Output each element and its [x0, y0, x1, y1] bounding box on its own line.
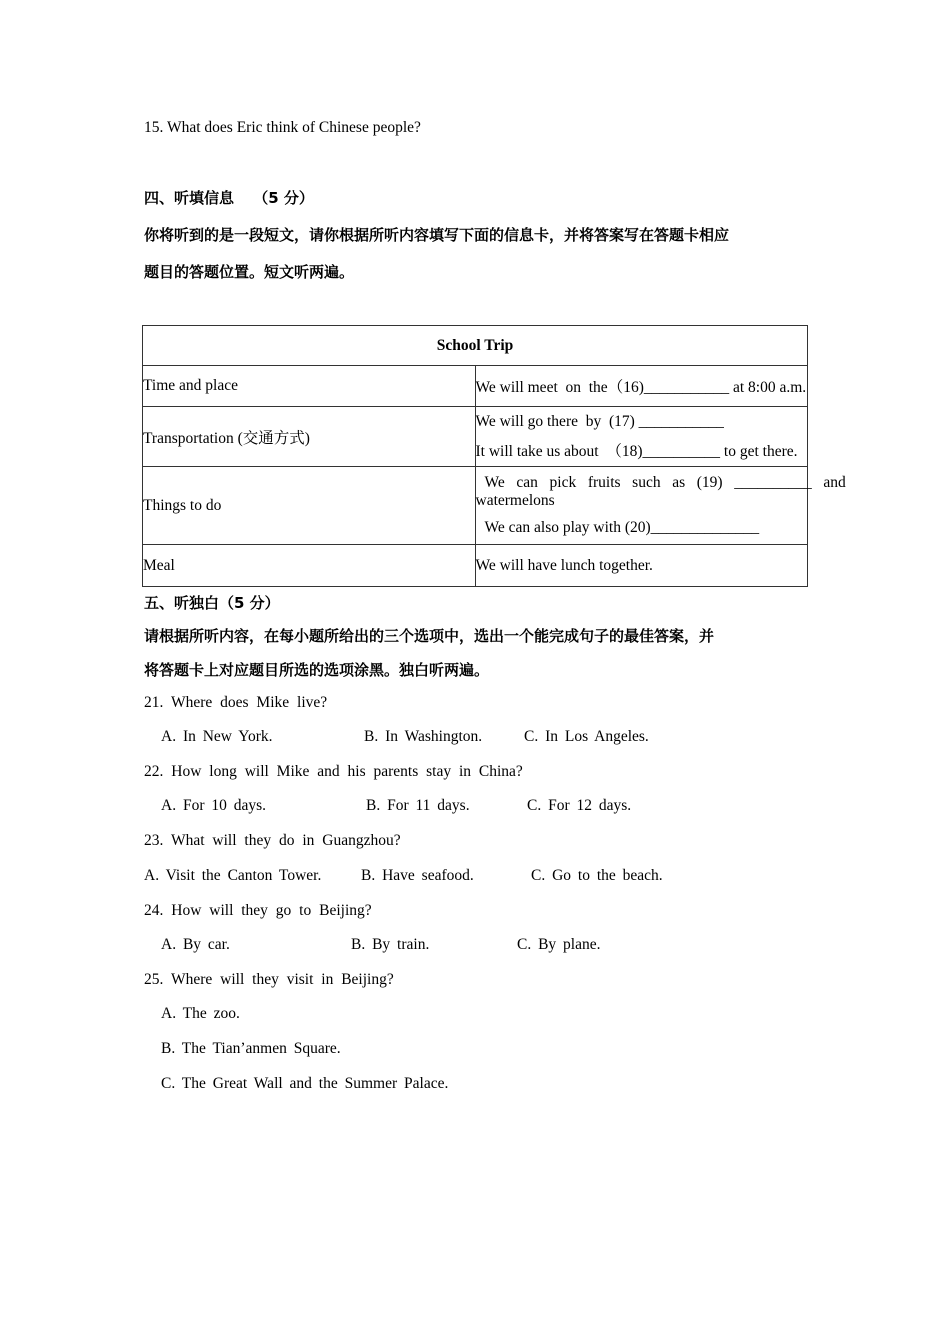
section-4-instruction-line-2: 题目的答题位置。短文听两遍。	[144, 263, 355, 281]
table-row-time-place	[143, 366, 808, 407]
option-24-c: C. By plane.	[517, 936, 601, 953]
option-21-b: B. In Washington.	[364, 728, 483, 745]
option-25-a: A. The zoo.	[161, 1005, 240, 1022]
option-21-c: C. In Los Angeles.	[524, 728, 649, 745]
blank-17-line: We will go there by (17) ___________	[475, 412, 724, 430]
question-23: 23. What will they do in Guangzhou?	[144, 832, 401, 849]
question-22: 22. How long will Mike and his parents stay in China?	[144, 763, 523, 780]
option-22-b: B. For 11 days.	[366, 797, 470, 814]
option-23-b: B. Have seafood.	[361, 867, 474, 884]
section-4-score: （5 分）	[253, 189, 314, 207]
question-21: 21. Where does Mike live?	[144, 694, 328, 711]
section-5-instruction-line-2: 将答题卡上对应题目所选的选项涂黑。独白听两遍。	[144, 661, 490, 679]
meal-line: We will have lunch together.	[475, 556, 653, 574]
row-label: Meal	[143, 545, 476, 587]
question-25: 25. Where will they visit in Beijing?	[144, 971, 394, 988]
table-row-transportation	[143, 407, 808, 467]
table-row-things-to-do	[143, 467, 808, 545]
row-label: Time and place	[143, 366, 476, 407]
option-23-a: A. Visit the Canton Tower.	[144, 867, 322, 884]
blank-19-line: We can pick fruits such as (19) __________ and	[484, 474, 846, 491]
school-trip-table	[142, 325, 846, 587]
option-21-a: A. In New York.	[161, 728, 273, 745]
blank-16-line: We will meet on the（16)___________ at 8:00 a.m.	[475, 379, 807, 396]
option-25-c: C. The Great Wall and the Summer Palace.	[161, 1075, 449, 1092]
section-5-instruction-line-1: 请根据所听内容，在每小题所给出的三个选项中，选出一个能完成句子的最佳答案，并	[144, 627, 715, 645]
option-23-c: C. Go to the beach.	[531, 867, 663, 884]
section-5-title: 五、听独白（5 分）	[144, 594, 280, 612]
row-label: Transportation (交通方式)	[143, 407, 476, 467]
row-label: Things to do	[143, 467, 476, 545]
section-4-title	[144, 187, 314, 208]
section-4-instruction-line-1: 你将听到的是一段短文，请你根据所听内容填写下面的信息卡，并将答案写在答题卡相应	[144, 226, 730, 244]
blank-19-line-cont: watermelons	[475, 492, 555, 509]
table-row-meal	[143, 545, 808, 587]
table-title: School Trip	[143, 326, 808, 366]
question-15: 15. What does Eric think of Chinese people?	[144, 119, 421, 136]
row-value	[475, 467, 846, 545]
section-4-title-text: 四、听填信息	[144, 189, 235, 207]
blank-20-line: We can also play with (20)______________	[484, 519, 760, 536]
question-24: 24. How will they go to Beijing?	[144, 902, 372, 919]
option-22-a: A. For 10 days.	[161, 797, 267, 814]
option-24-b: B. By train.	[351, 936, 430, 953]
row-value	[475, 366, 808, 407]
row-value	[475, 407, 808, 467]
row-value	[475, 545, 808, 587]
blank-18-line: It will take us about （18)__________ to get there.	[475, 442, 798, 460]
option-25-b: B. The Tian’anmen Square.	[161, 1040, 341, 1057]
option-22-c: C. For 12 days.	[527, 797, 632, 814]
option-24-a: A. By car.	[161, 936, 230, 953]
